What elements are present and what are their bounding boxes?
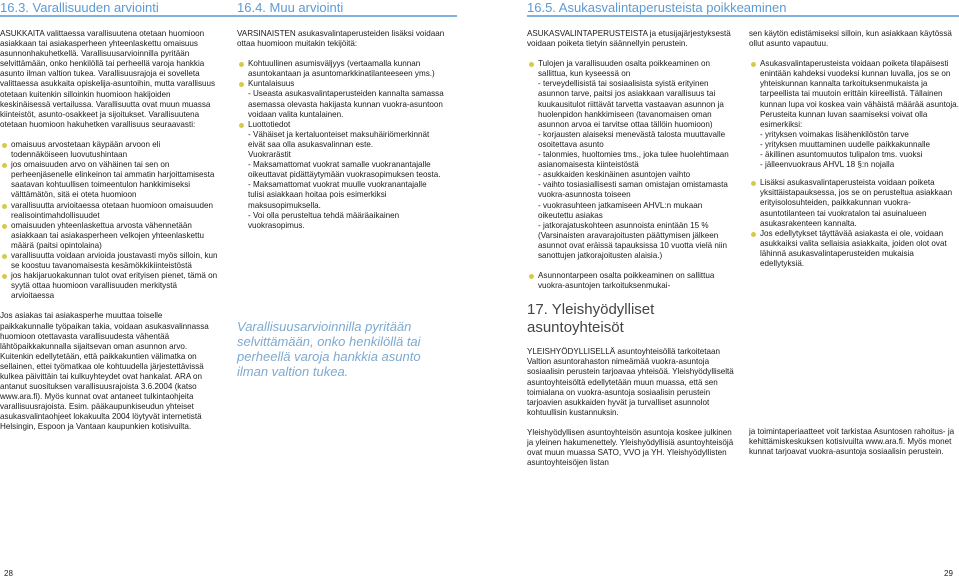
deviation-list <box>527 59 739 291</box>
section-heading-16-4: 16.4. Muu arviointi <box>237 0 344 15</box>
list-item: omaisuus arvostetaan käypään arvoon eli todennäköiseen luovutushintaan <box>0 140 218 160</box>
temporary-deviation-list <box>749 59 959 269</box>
other-factors-list <box>237 59 445 231</box>
paragraph-nonprofit-list: Yleishyödyllisen asuntoyhteisön asuntoja koskee julkinen ja yleinen hakumenettely. Yleishyödyllisiä asuntoyhteisöjä ovat muun muassa SATO, VVO ja YH. Yleishyödyllisten asuntoyhteisöjen listan <box>527 427 734 468</box>
list-item: Asunnontarpeen osalta poikkeaminen on sallittua vuokra-asuntojen tarkoituksenmukai- <box>527 271 739 291</box>
list-item: Lisäksi asukasvalintaperusteista voidaan poiketa yksittäistapauksessa, jos se on perusteltua asiakkaan erityisolosuhteiden, paikkakunnan vuokra-asuntotilanteen tai vuokratalon tai asuinalueen asukasrakenteen kannalta. <box>749 178 959 228</box>
paragraph-continuation: sen käytön edistämiseksi silloin, kun asiakkaan käytössä ollut asunto vapautuu. <box>749 29 952 49</box>
list-item: varallisuutta arvioitaessa otetaan huomioon omaisuuden realisointimahdollisuudet <box>0 201 218 221</box>
list-item: jos hakijaruokakunnan tulot ovat erityisen pienet, tämä on syytä ottaa huomioon varallisuuden merkitystä arvioitaessa <box>0 271 218 301</box>
column-4 <box>749 29 959 457</box>
paragraph-wealth-intro: ASUKKAITA valittaessa varallisuutena otetaan huomioon asiakkaan tai asiakasperheen yhteenlaskettu omaisuus asunnonhakuhetkellä. Varallisuusarvioinnilla pyritään selvittämään, onko henkilöllä tai perheellä varoja hankkia asunto ilman valtion tukea. Varallisuusrajoja ei sovelleta valittaessa asukkaita opiskelija-asuntoihin, mutta varallisuus otetaan kuitenkin silloinkin huomioon hakijoiden keskinäisessä vertailussa. Varallisuutta ovat muun muassa kiinteistöt, asunto-osakkeet ja sijoitukset. Varallisuutena otetaan huomioon hakuhetken varallisuus seuraavasti: <box>0 29 216 129</box>
column-1 <box>0 29 218 443</box>
pull-quote: Varallisuusarvioinnilla pyritään selvittämään, onko henkilöllä tai perheellä varoja hankkia asunto ilman valtion tukea. <box>237 318 421 379</box>
paragraph-nonprofit-definition: YLEISHYÖDYLLISELLÄ asuntoyhteisöllä tarkoitetaan Valtion asuntorahaston nimeämää vuokra-asuntoja sosiaalisin perustein tarjoavaa yhteisöä. Yleishyödylliseltä asuntoyhteisöltä edellytetään muun muassa, että sen toimialana on vuokra-asuntoja sosiaalisin perustein tarjoavien asukkaiden hyvät ja turvalliset asunnolot kohtuullisin kustannuksin. <box>527 347 734 417</box>
list-item: omaisuuden yhteenlaskettua arvosta vähennetään asiakkaan tai asiakasperheen velkojen yhteenlaskettu määrä (paitsi opintolaina) <box>0 221 218 251</box>
section-heading-16-3: 16.3. Varallisuuden arviointi <box>0 0 159 15</box>
list-item: Kohtuullinen asumisväljyys (vertaamalla kunnan asuntokantaan ja asuntomarkkinatilanteeseen yms.) <box>237 59 445 79</box>
column-3 <box>527 29 739 468</box>
section-heading-17: 17. Yleishyödylliset asuntoyhteisöt <box>527 301 655 337</box>
list-item: jos omaisuuden arvo on vähäinen tai sen on perheenjäsenelle elinkeinon tai ammatin harjoittamisesta saatavan kohtuullisen toimeentulon hankkimiseksi välttämätön, sitä ei oteta huomioon <box>0 160 218 200</box>
heading-rule-right <box>527 15 959 17</box>
paragraph-other-factors: VARSINAISTEN asukasvalintaperusteiden lisäksi voidaan ottaa huomioon muitakin tekijöitä: <box>237 29 445 49</box>
wealth-bullet-list <box>0 140 218 302</box>
heading-rule-left <box>0 15 457 17</box>
paragraph-ara-website: ja toimintaperiaatteet voit tarkistaa Asuntosen rahoitus- ja kehittämiskeskuksen kotisivuilta www.ara.fi. Myös monet kunnat tarjoavat vuokra-asuntoja sosiaalisin perustein. <box>749 427 955 457</box>
list-item: Tulojen ja varallisuuden osalta poikkeaminen on sallittua, kun kyseessä on - terveydellisistä tai sosiaalisista syistä erityinen asunnon tarve, paitsi jos asiakkaan varallisuus tai kuukausitulot riittävät tarvetta vastaavan asunnon ja huolenpidon hankkimiseen (tavanomaisen oman asunnon arvoa ei tarvitse ottaa tällöin huomioon) - korjausten alaiseksi menevästä talosta muuttavalle osoitettava asunto - talonmies, huoltomies tms., joka tulee huolehtimaan asianomaisesta kiinteistöstä - asukkaiden keskinäinen asuntojen vaihto - vaihto tosiasiallisesti saman omistajan omistamasta vuokra-asunnosta toiseen - vuokrasuhteen jatkamiseen AHVL:n mukaan oikeutettu asiakas - jatkorajatuskohteen asunnoista enintään 15 % (Varsinaisten aravarajoitusten päättymisen jälkeen asunnot ovat eräissä tapauksissa 10 vuotta vielä niin sanottujen jatkorajoitusten alaisia.) <box>527 59 739 261</box>
list-item: Jos edellytykset täyttävää asiakasta ei ole, voidaan asukkaiksi valita sellaisia asiakkaita, joiden olot ovat lähinnä asukasvalintaperusteiden mukaisia edellytyksiä. <box>749 229 959 269</box>
list-item: Asukasvalintaperusteista voidaan poiketa tilapäisesti enintään kahdeksi vuodeksi kunnan luvalla, jos se on yhteiskunnan kannalta tarkoituksenmukaista ja tarpeellista tai muutoin erittäin kiireellistä. Tällainen kunnan lupa voi koskea vain vähäistä määrää asuntoja. Perusteita kunnan luvan saamiseksi voivat olla esimerkiksi: - yrityksen voimakas lisähenkilöstön tarve - yrityksen muuttaminen uudelle paikkakunnalle - äkillinen asuntomuutos tulipalon tms. vuoksi - jälleenvuokraus AHVL 18 §:n nojalla <box>749 59 959 170</box>
section-heading-16-5: 16.5. Asukasvalintaperusteista poikkeaminen <box>527 0 787 15</box>
page-number-left: 28 <box>4 569 13 578</box>
page-number-right: 29 <box>944 569 953 578</box>
list-item: Kuntalaisuus - Useasta asukasvalintaperusteiden kannalta samassa asemassa olevasta hakijasta kunnan vuokra-asuntoon voidaan valita kuntalainen. <box>237 79 445 119</box>
list-item: varallisuutta voidaan arvioida joustavasti myös silloin, kun se koostuu tavanomaisesta kesämökkikiinteistöstä <box>0 251 218 271</box>
paragraph-deviation-intro: ASUKASVALINTAPERUSTEISTA ja etusijajärjestyksestä voidaan poiketa tietyin säännellyin perustein. <box>527 29 731 49</box>
list-item: Luottotiedot - Vähäiset ja kertaluonteiset maksuhäiriömerkinnät eivät saa olla asukasvalinnan este. Vuokrarästit - Maksamattomat vuokrat samalle vuokranantajalle oikeuttavat pidättäytymään vuokrasopimuksen teosta. - Maksamattomat vuokrat muulle vuokranantajalle tulisi asiakkaan hoitaa pois esimerkiksi maksusopimuksella. - Voi olla perusteltua tehdä määräaikainen vuokrasopimus. <box>237 120 445 231</box>
paragraph-relocation: Jos asiakas tai asiakasperhe muuttaa toiselle paikkakunnalle työpaikan takia, voidaan asukasvalinnassa huomioon otettavasta varallisuudesta vähentää lähtöpaikkakunnalla sijaitsevan oman asunnon arvo. Kuitenkin edellytetään, että paikkakuntien välimatka on sellainen, ettei työmatkaa ole kohtuudella järjestettävissä kulkea päivittäin tai kulkuyhteydet ovat hankalat. ARA on antanut suosituksen varallisuusrajoista 3.6.2004 (katso www.ara.fi). Myös kunnat ovat antaneet tulkintaohjeita varallisuusrajoista. Esim. pääkaupunkiseudun yhteiset asukasvalintaohjeet lokakuulta 2004 löytyvät internetistä Helsingin, Espoon ja Vantaan kaupunkien kotisivuilta. <box>0 311 209 432</box>
column-2 <box>237 29 445 389</box>
